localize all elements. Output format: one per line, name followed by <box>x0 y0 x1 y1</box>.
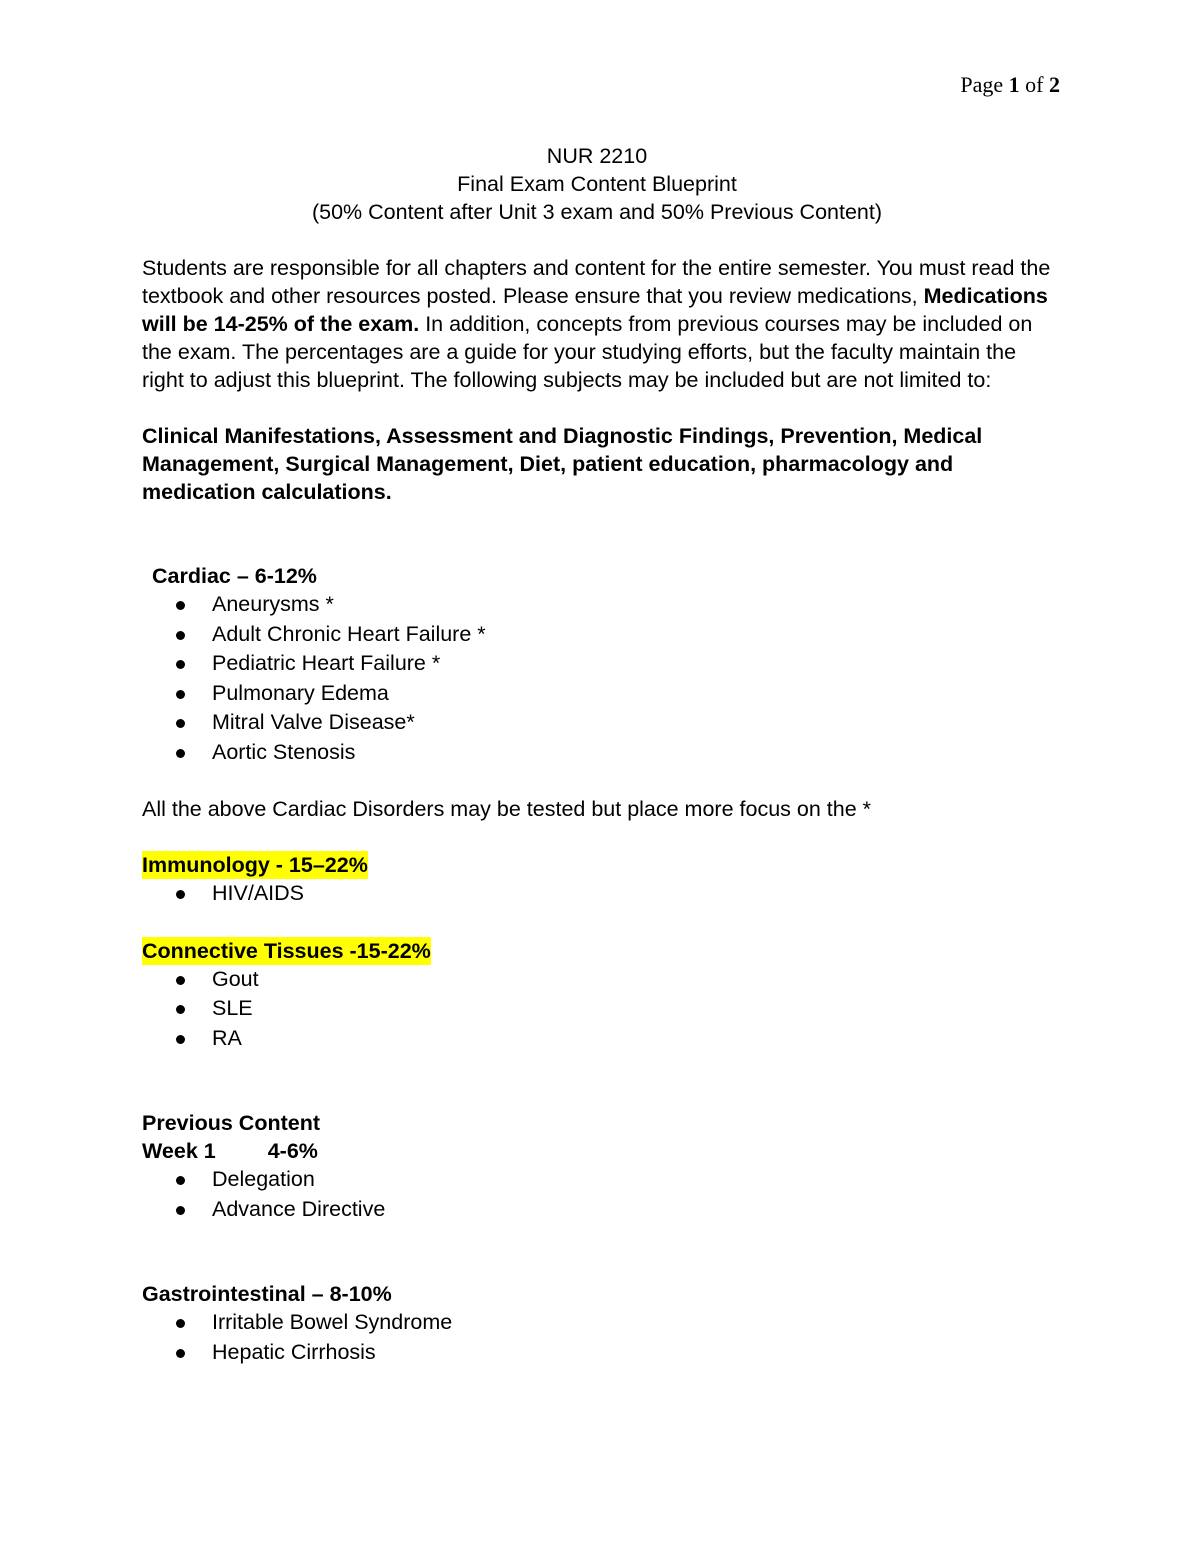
connective-section <box>142 937 1052 1054</box>
cardiac-section <box>142 562 1052 823</box>
list-item: Adult Chronic Heart Failure * <box>172 620 1052 650</box>
page-number-current: 1 <box>1008 72 1020 97</box>
bullet-icon <box>176 976 185 985</box>
bullet-icon <box>176 1005 185 1014</box>
immunology-heading: Immunology - 15–22% <box>142 853 368 877</box>
document-header <box>142 142 1052 226</box>
topics-paragraph: Clinical Manifestations, Assessment and Diagnostic Findings, Prevention, Medical Management, Surgical Management, Diet, patient education, pharmacology and medication calculations. <box>142 424 983 504</box>
connective-heading: Connective Tissues -15-22% <box>142 938 431 963</box>
gastro-section <box>142 1280 1052 1367</box>
list-item: HIV/AIDS <box>172 879 1052 909</box>
page-number-of: of <box>1025 72 1044 97</box>
bullet-icon <box>176 660 185 669</box>
page-number-prefix: Page <box>960 72 1004 97</box>
gastro-list <box>142 1308 1052 1367</box>
bullet-icon <box>176 1035 185 1044</box>
bullet-icon <box>176 1206 185 1215</box>
bullet-icon <box>176 631 185 640</box>
previous-list <box>142 1165 1052 1224</box>
connective-list <box>142 965 1052 1054</box>
page-number-total: 2 <box>1049 72 1060 97</box>
list-item: Mitral Valve Disease* <box>172 708 1052 738</box>
bullet-icon <box>176 1319 185 1328</box>
list-item: SLE <box>172 994 1052 1024</box>
gastro-heading: Gastrointestinal – 8-10% <box>142 1282 392 1306</box>
document-title: Final Exam Content Blueprint <box>457 172 737 196</box>
week-percent: 4-6% <box>267 1139 318 1163</box>
list-item: Pulmonary Edema <box>172 679 1052 709</box>
list-item: Hepatic Cirrhosis <box>172 1338 1052 1368</box>
week-label: Week 1 <box>142 1139 216 1163</box>
course-code: NUR 2210 <box>546 144 648 168</box>
bullet-icon <box>176 601 185 610</box>
page-number <box>960 72 1060 98</box>
bullet-icon <box>176 719 185 728</box>
bullet-icon <box>176 890 185 899</box>
document-body <box>142 142 1052 1367</box>
bullet-icon <box>176 1349 185 1358</box>
cardiac-note: All the above Cardiac Disorders may be tested but place more focus on the * <box>142 797 871 821</box>
list-item: Gout <box>172 965 1052 995</box>
list-item: Aortic Stenosis <box>172 738 1052 768</box>
intro-text-2: In addition, concepts from previous courses may be included on the exam. The percentages are a guide for your studying efforts, but the faculty maintain the right to adjust this blueprint. The following subjects may be included but are not limited to: <box>142 312 1033 392</box>
list-item: Delegation <box>172 1165 1052 1195</box>
cardiac-heading: Cardiac – 6-12% <box>152 564 317 588</box>
intro-paragraph <box>142 254 1052 394</box>
list-item: Pediatric Heart Failure * <box>172 649 1052 679</box>
document-subtitle: (50% Content after Unit 3 exam and 50% Previous Content) <box>311 200 883 224</box>
previous-section <box>142 1109 1052 1224</box>
cardiac-list <box>142 590 1052 767</box>
list-item: Aneurysms * <box>172 590 1052 620</box>
immunology-section <box>142 851 1052 909</box>
bullet-icon <box>176 690 185 699</box>
bullet-icon <box>176 749 185 758</box>
intro-medications-note: Medications will be 14-25% of the exam. <box>142 284 1048 336</box>
list-item: Advance Directive <box>172 1195 1052 1225</box>
previous-heading: Previous Content <box>142 1111 320 1135</box>
week-line <box>142 1137 1052 1165</box>
bullet-icon <box>176 1176 185 1185</box>
intro-text-1: Students are responsible for all chapters and content for the entire semester. You must read the textbook and other resources posted. Please ensure that you review medications, <box>142 256 1051 308</box>
immunology-list <box>142 879 1052 909</box>
list-item: Irritable Bowel Syndrome <box>172 1308 1052 1338</box>
list-item: RA <box>172 1024 1052 1054</box>
